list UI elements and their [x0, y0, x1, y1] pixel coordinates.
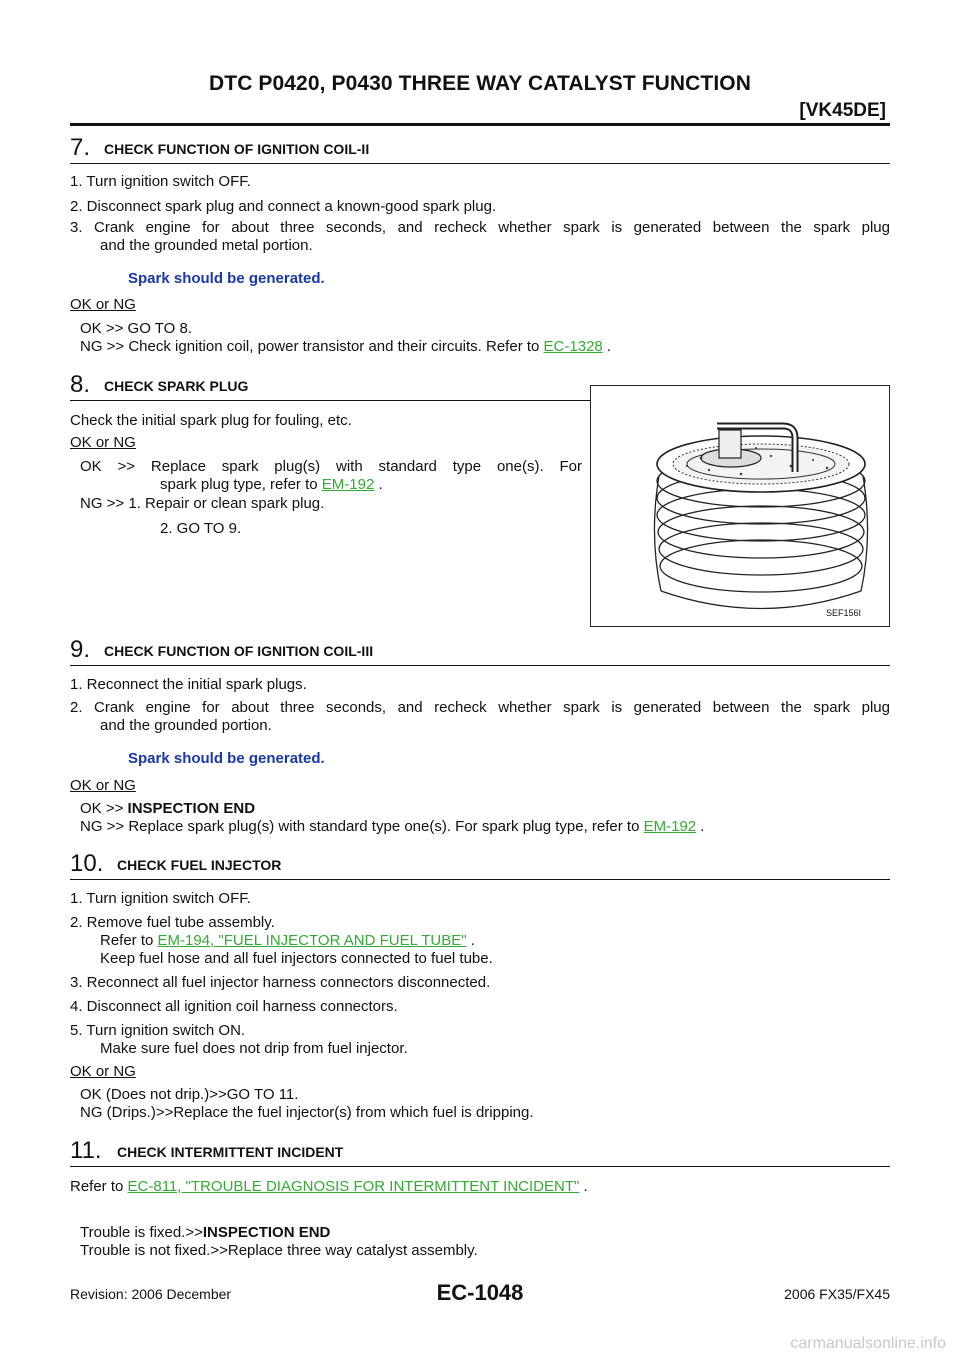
list-item: 3. Reconnect all fuel injector harness connectors disconnected.: [70, 974, 491, 991]
step-10-heading: [70, 848, 890, 880]
list-item: 1. Reconnect the initial spark plugs.: [70, 676, 307, 693]
revision-text: Revision: 2006 December: [70, 1286, 232, 1302]
ng-result: NG >> Check ignition coil, power transistor and their circuits. Refer to EC-1328 .: [80, 338, 612, 355]
ok-result: OK >> GO TO 8.: [80, 320, 192, 337]
model-text: 2006 FX35/FX45: [784, 1286, 890, 1302]
not-fixed-result: Trouble is not fixed.>>Replace three way catalyst assembly.: [80, 1242, 478, 1259]
spark-plug-illustration: [591, 386, 889, 626]
ok-result: OK >> Replace spark plug(s) with standard type one(s). For: [80, 458, 582, 475]
ng-result: NG >> 1. Repair or clean spark plug.: [80, 495, 325, 512]
ng-result-continued: 2. GO TO 9.: [160, 520, 242, 537]
step-11-heading: [70, 1135, 890, 1167]
list-item: 2. Crank engine for about three seconds, and recheck whether spark is generated between the spark plug: [70, 699, 890, 716]
step-title: CHECK SPARK PLUG: [104, 378, 249, 394]
step-number: 8.: [70, 371, 91, 398]
ref-link-ec811[interactable]: EC-811, "TROUBLE DIAGNOSIS FOR INTERMITTENT INCIDENT": [127, 1178, 580, 1195]
list-item: 2. Disconnect spark plug and connect a known-good spark plug.: [70, 198, 497, 215]
list-item: 1. Turn ignition switch OFF.: [70, 890, 251, 907]
step-number: 9.: [70, 636, 91, 663]
step-9-heading: [70, 634, 890, 666]
header-rule: [70, 123, 890, 126]
expected-result-note: Spark should be generated.: [128, 750, 325, 767]
page-title: DTC P0420, P0430 THREE WAY CATALYST FUNCTION: [209, 72, 751, 95]
ok-or-ng-label: OK or NG: [70, 777, 136, 794]
list-item-continued: and the grounded metal portion.: [100, 237, 313, 254]
step-text: Check the initial spark plug for fouling, etc.: [70, 412, 352, 429]
step-7-heading: [70, 132, 890, 164]
ok-or-ng-label: OK or NG: [70, 1063, 136, 1080]
list-item-continued: Refer to EM-194, "FUEL INJECTOR AND FUEL TUBE" .: [100, 932, 475, 949]
step-title: CHECK FUNCTION OF IGNITION COIL-II: [104, 141, 370, 157]
ng-result: NG (Drips.)>>Replace the fuel injector(s) from which fuel is dripping.: [80, 1104, 534, 1121]
list-item: 3. Crank engine for about three seconds, and recheck whether spark is generated between the spark plug: [70, 219, 890, 236]
ok-result: OK (Does not drip.)>>GO TO 11.: [80, 1086, 299, 1103]
ok-or-ng-label: OK or NG: [70, 296, 136, 313]
ng-result: NG >> Replace spark plug(s) with standard type one(s). For spark plug type, refer to EM-192 .: [80, 818, 705, 835]
step-title: CHECK FUEL INJECTOR: [117, 857, 282, 873]
page-code: EC-1048: [436, 1280, 524, 1305]
step-number: 11.: [70, 1137, 102, 1164]
list-item: 5. Turn ignition switch ON.: [70, 1022, 246, 1039]
step-title: CHECK INTERMITTENT INCIDENT: [117, 1144, 344, 1160]
ref-link-ec1328[interactable]: EC-1328: [543, 338, 603, 355]
list-item-continued: Make sure fuel does not drip from fuel injector.: [100, 1040, 408, 1057]
watermark: carmanualsonline.info: [790, 1335, 946, 1352]
expected-result-note: Spark should be generated.: [128, 270, 325, 287]
fixed-result: Trouble is fixed.>>INSPECTION END: [80, 1224, 331, 1241]
spark-plug-figure: [590, 385, 890, 627]
ok-result-continued: spark plug type, refer to EM-192 .: [160, 476, 383, 493]
ref-link-em192[interactable]: EM-192: [643, 818, 697, 835]
ok-or-ng-label: OK or NG: [70, 434, 136, 451]
figure-label: SEF156I: [825, 608, 861, 618]
step-number: 7.: [70, 134, 91, 161]
step-title: CHECK FUNCTION OF IGNITION COIL-III: [104, 643, 374, 659]
engine-code: [VK45DE]: [799, 100, 886, 121]
list-item: 2. Remove fuel tube assembly.: [70, 914, 275, 931]
step-text: Refer to EC-811, "TROUBLE DIAGNOSIS FOR INTERMITTENT INCIDENT" .: [70, 1178, 588, 1195]
list-item-continued: Keep fuel hose and all fuel injectors connected to fuel tube.: [100, 950, 493, 967]
list-item-continued: and the grounded portion.: [100, 717, 272, 734]
ref-link-em192[interactable]: EM-192: [321, 476, 375, 493]
step-number: 10.: [70, 850, 104, 877]
list-item: 1. Turn ignition switch OFF.: [70, 173, 251, 190]
list-item: 4. Disconnect all ignition coil harness connectors.: [70, 998, 398, 1015]
ok-result: OK >> INSPECTION END: [80, 800, 256, 817]
ref-link-em194[interactable]: EM-194, "FUEL INJECTOR AND FUEL TUBE": [157, 932, 467, 949]
